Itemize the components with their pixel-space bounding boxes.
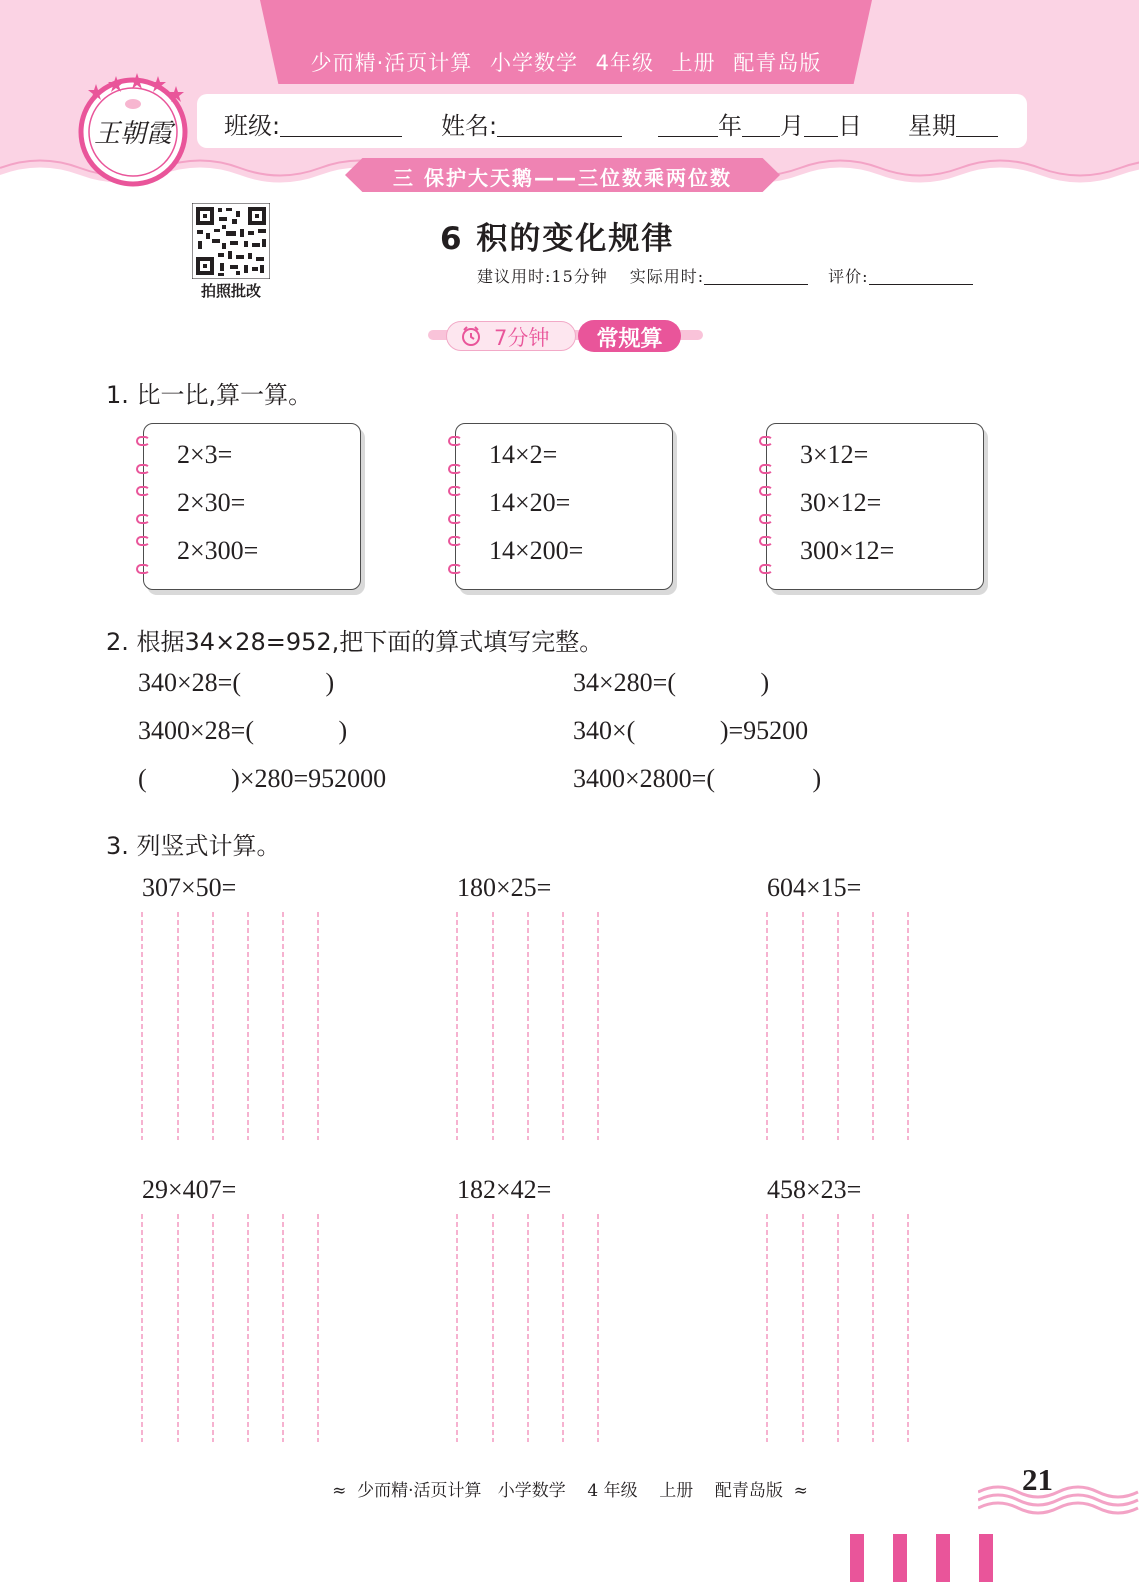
time-info — [477, 264, 973, 287]
spiral-ring — [448, 464, 462, 474]
spiral-ring — [448, 514, 462, 524]
qr-caption: 拍照批改 — [200, 282, 261, 300]
q1-expr: 3×12= — [800, 440, 869, 469]
series-title: 少而精·活页计算 小学数学 4年级 上册 配青岛版 — [310, 51, 822, 75]
edge-tab — [850, 1534, 864, 1582]
work-grid[interactable] — [763, 912, 918, 1140]
evaluation-label: 评价: — [828, 267, 869, 286]
footer-text: ≈ 少而精·活页计算 小学数学 4 年级 上册 配青岛版 ≈ — [332, 1481, 808, 1501]
q1-expr: 2×3= — [177, 440, 233, 469]
q3-problem: 182×42= — [457, 1175, 552, 1204]
class-blank[interactable] — [280, 113, 402, 137]
spiral-ring — [136, 436, 150, 446]
date-field[interactable] — [658, 106, 862, 141]
name-blank[interactable] — [497, 113, 622, 137]
q2-row-3-right[interactable]: 3400×2800=( ) — [573, 764, 822, 793]
spiral-ring — [448, 564, 462, 574]
footer-wave — [978, 1478, 1139, 1518]
q1-expr: 300×12= — [800, 536, 895, 565]
weekday-field[interactable] — [908, 106, 998, 141]
q3-title: 3. 列竖式计算。 — [106, 832, 281, 860]
q1-expr: 14×20= — [489, 488, 571, 517]
spiral-ring — [136, 536, 150, 546]
edge-tab — [893, 1534, 907, 1582]
q1-card-3 — [766, 423, 984, 590]
q1-expr: 2×30= — [177, 488, 246, 517]
day-blank[interactable] — [804, 113, 838, 137]
q1-card-1 — [143, 423, 361, 590]
name-label: 姓名: — [441, 112, 498, 140]
logo-text: 王朝霞 — [93, 119, 173, 149]
spiral-ring — [448, 436, 462, 446]
q1-expr: 2×300= — [177, 536, 259, 565]
actual-time-label: 实际用时: — [629, 267, 705, 286]
spiral-ring — [759, 436, 773, 446]
spiral-ring — [136, 564, 150, 574]
q2-title: 2. 根据34×28=952,把下面的算式填写完整。 — [106, 628, 604, 656]
q2-row-1-right[interactable]: 34×280=( ) — [573, 668, 770, 697]
actual-time-blank[interactable] — [704, 267, 808, 285]
class-field[interactable] — [224, 106, 402, 141]
work-grid[interactable] — [138, 912, 328, 1140]
weekday-blank[interactable] — [956, 113, 998, 137]
spiral-ring — [448, 536, 462, 546]
q2-row-1-left[interactable]: 340×28=( ) — [138, 668, 335, 697]
work-grid[interactable] — [138, 1214, 328, 1442]
work-grid[interactable] — [453, 912, 608, 1140]
q3-problem: 307×50= — [142, 873, 237, 902]
q1-expr: 14×2= — [489, 440, 558, 469]
name-field[interactable] — [441, 106, 622, 141]
work-grid[interactable] — [763, 1214, 918, 1442]
edge-tab — [979, 1534, 993, 1582]
q3-problem: 180×25= — [457, 873, 552, 902]
year-blank[interactable] — [658, 113, 718, 137]
spiral-ring — [759, 464, 773, 474]
evaluation-blank[interactable] — [869, 267, 973, 285]
q1-title: 1. 比一比,算一算。 — [106, 381, 313, 409]
edge-tab — [936, 1534, 950, 1582]
spiral-ring — [759, 486, 773, 496]
spiral-ring — [136, 464, 150, 474]
page-number: 21 — [1022, 1462, 1053, 1497]
q3-problem: 29×407= — [142, 1175, 237, 1204]
day-label: 日 — [838, 112, 862, 140]
q1-card-2 — [455, 423, 673, 590]
q1-expr: 30×12= — [800, 488, 882, 517]
section-time: 7分钟 — [494, 326, 550, 350]
q2-row-2-right[interactable]: 340×( )=95200 — [573, 716, 809, 745]
section-label: 常规算 — [596, 327, 663, 352]
suggested-time: 建议用时:15分钟 — [477, 267, 608, 286]
qr-code-icon[interactable] — [192, 203, 270, 279]
chapter-title: 三 保护大天鹅——三位数乘两位数 — [393, 166, 732, 190]
clock-icon — [460, 325, 482, 347]
class-label: 班级: — [224, 112, 281, 140]
lesson-title: 6 积的变化规律 — [440, 221, 675, 257]
publisher-logo — [74, 70, 192, 188]
q2-row-2-left[interactable]: 3400×28=( ) — [138, 716, 348, 745]
month-blank[interactable] — [742, 113, 780, 137]
q3-problem: 604×15= — [767, 873, 862, 902]
q2-row-3-left[interactable]: ( )×280=952000 — [138, 764, 387, 793]
spiral-ring — [759, 536, 773, 546]
weekday-label: 星期 — [908, 112, 956, 140]
spiral-ring — [759, 514, 773, 524]
spiral-ring — [136, 514, 150, 524]
spiral-ring — [136, 486, 150, 496]
spiral-ring — [759, 564, 773, 574]
year-label: 年 — [718, 112, 742, 140]
q3-problem: 458×23= — [767, 1175, 862, 1204]
q1-expr: 14×200= — [489, 536, 584, 565]
spiral-ring — [448, 486, 462, 496]
work-grid[interactable] — [453, 1214, 608, 1442]
month-label: 月 — [780, 112, 804, 140]
